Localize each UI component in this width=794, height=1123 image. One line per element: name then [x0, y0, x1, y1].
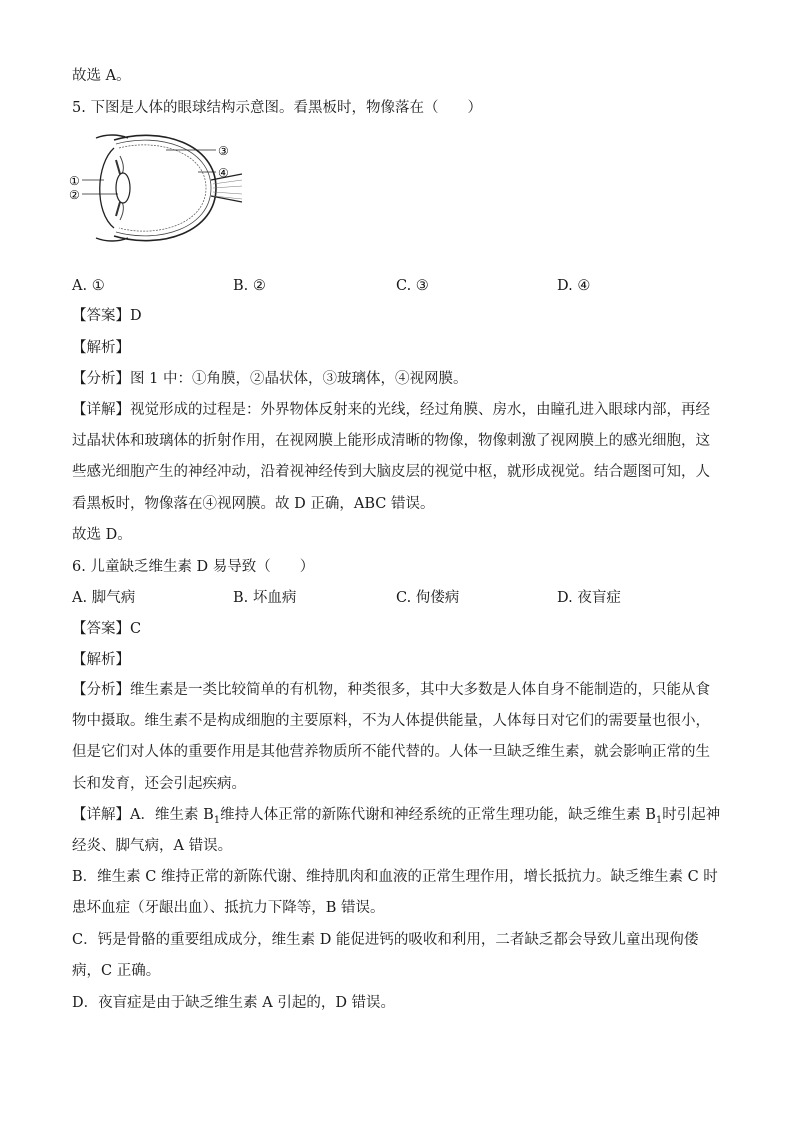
q6-analysis: 【分析】维生素是一类比较简单的有机物，种类很多，其中大多数是人体自身不能制造的，只能从食物中摄取。维生素不是构成细胞的主要原料，不为人体提供能量，人体每日对它们的需要量也很小，但是它们对人体的重要作用是其他营养物质所不能代替的。人体一旦缺乏维生素，就会影响正常的生长和发育，还会引起疾病。 — [72, 682, 710, 792]
q6-detail-a-sub2: 1 — [655, 814, 663, 826]
q5-answer: 【答案】D — [72, 308, 142, 324]
q6-detail-c: C．钙是骨骼的重要组成成分，维生素 D 能促进钙的吸收和利用，二者缺乏都会导致儿童出现佝偻病，C 正确。 — [72, 932, 699, 980]
q6-detail-a-part2: 维持人体正常的新陈代谢和神经系统的正常生理功能，缺乏维生素 B — [220, 807, 656, 823]
q6-answer: 【答案】C — [72, 621, 142, 637]
figure-label-4: ④ — [218, 166, 229, 180]
q6-detail-a-part3: 时引起神经炎、脚气病，A 错误。 — [72, 807, 721, 855]
eye-structure-diagram — [66, 130, 246, 248]
figure-label-2: ② — [69, 188, 80, 202]
q6-detail-a-sub1: 1 — [213, 814, 221, 826]
previous-conclusion: 故选 A。 — [72, 68, 131, 84]
q6-option-a: A. 脚气病 — [72, 590, 136, 606]
q6-option-b: B. 坏血病 — [233, 590, 297, 606]
q6-option-c: C. 佝偻病 — [396, 590, 460, 606]
q6-detail-a — [72, 800, 722, 862]
figure-label-1: ① — [69, 174, 80, 188]
q6-detail-b: B．维生素 C 维持正常的新陈代谢、维持肌肉和血液的正常生理作用，增长抵抗力。缺乏维生素 C 时患坏血症（牙龈出血）、抵抗力下降等，B 错误。 — [72, 869, 718, 917]
q5-option-a: A. ① — [72, 278, 105, 294]
figure-label-3: ③ — [218, 144, 229, 158]
q5-stem: 5. 下图是人体的眼球结构示意图。看黑板时，物像落在（ ） — [72, 100, 482, 116]
q6-analysis-heading: 【解析】 — [72, 652, 130, 668]
q5-option-b: B. ② — [233, 278, 266, 294]
q6-detail-d: D．夜盲症是由于缺乏维生素 A 引起的，D 错误。 — [72, 995, 396, 1011]
q5-option-c: C. ③ — [396, 278, 429, 294]
q5-analysis: 【分析】图 1 中：①角膜，②晶状体，③玻璃体，④视网膜。 — [72, 371, 468, 387]
q6-detail-a-part1: 【详解】A．维生素 B — [72, 807, 214, 823]
q5-analysis-heading: 【解析】 — [72, 340, 130, 356]
q6-stem: 6. 儿童缺乏维生素 D 易导致（ ） — [72, 559, 315, 575]
q5-conclusion: 故选 D。 — [72, 527, 132, 543]
q6-option-d: D. 夜盲症 — [557, 590, 621, 606]
q5-detail: 【详解】视觉形成的过程是：外界物体反射来的光线，经过角膜、房水，由瞳孔进入眼球内部，再经过晶状体和玻璃体的折射作用，在视网膜上能形成清晰的物像，物像刺激了视网膜上的感光细胞，这些感光细胞产生的神经冲动，沿着视神经传到大脑皮层的视觉中枢，就形成视觉。结合题图可知，人看黑板时，物像落在④视网膜。故 D 正确，ABC 错误。 — [72, 402, 710, 512]
q5-option-d: D. ④ — [557, 278, 591, 294]
